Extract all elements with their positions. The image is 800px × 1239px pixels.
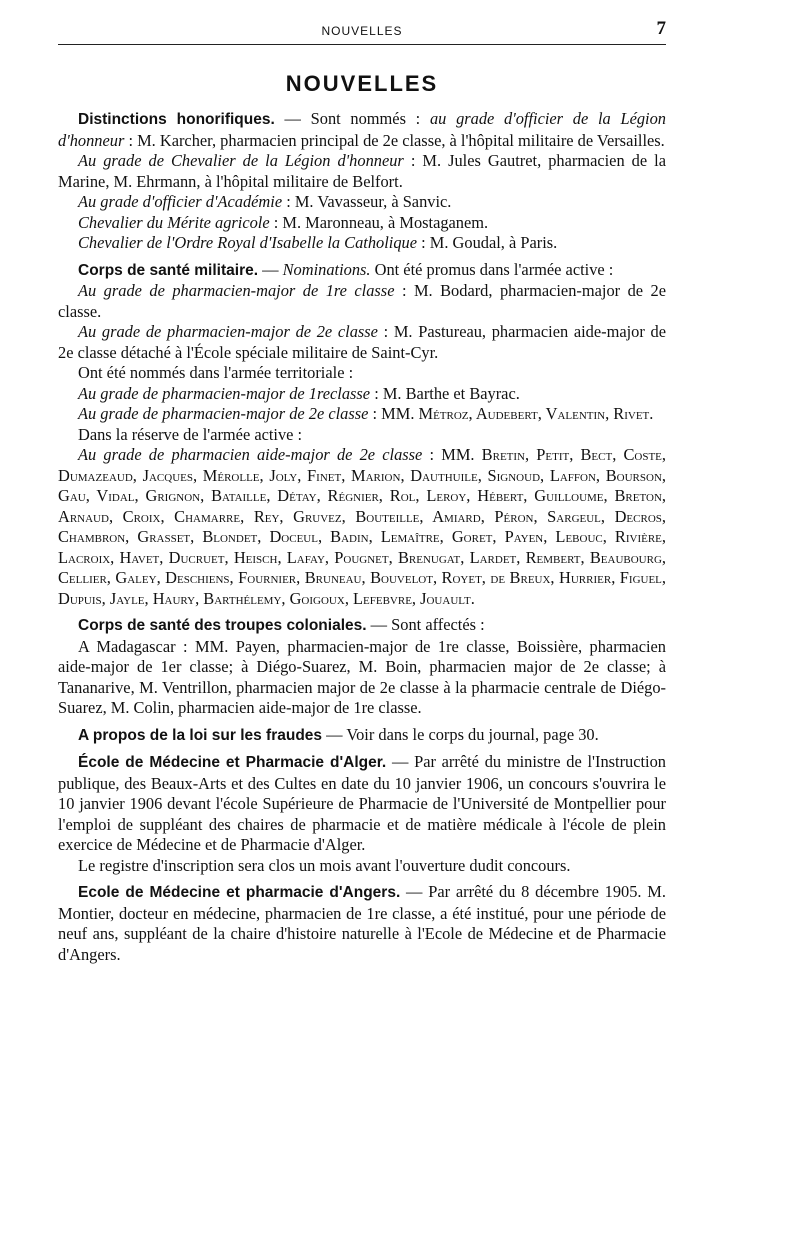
paragraph-text: Ont été nommés dans l'armée territoriale :: [78, 363, 354, 382]
paragraph-territoriale-1re: [58, 384, 666, 405]
paragraph-separator: —: [322, 724, 347, 744]
paragraph-text: : M. Pastureau, pharmacien aide-major de 2e classe détaché à l'École spéciale militaire de Saint-Cyr.: [58, 322, 666, 362]
running-header: [58, 14, 666, 44]
paragraph-distinctions: [58, 109, 666, 151]
paragraph-italic: Au grade d'officier d'Académie: [78, 192, 283, 211]
paragraph-heading: École de Médecine et Pharmacie d'Alger.: [78, 754, 387, 771]
paragraph-merite-agricole: [58, 213, 666, 234]
paragraph-text: Par arrêté du ministre de l'Instruction publique, des Beaux-Arts et des Cultes en date du 10 janvier 1906, un concours s'ouvrira le 10 janvier 1906 devant l'école Supérieure de Pharmacie de l'Université de Montpellier pour l'emploi de suppléant des chaires de pharmacie et de matière médicale à l'école de plein exercice de Médecine et de Pharmacie d'Alger.: [58, 752, 666, 854]
paragraph-text: Sont affectés :: [391, 615, 485, 634]
paragraph-heading: Distinctions honorifiques.: [78, 111, 275, 128]
paragraph-italic: Au grade de pharmacien aide-major de 2e classe: [78, 445, 423, 464]
paragraph-italic: Chevalier du Mérite agricole: [78, 212, 270, 232]
paragraph-officier-academie: [58, 192, 666, 213]
paragraph-text: : M. Maronneau, à Mostaganem.: [269, 212, 489, 232]
paragraph-heading: Corps de santé militaire.: [78, 261, 259, 279]
paragraph-text: Voir dans le corps du journal, page 30.: [346, 724, 599, 744]
paragraph-text: : M. Vavasseur, à Sanvic.: [282, 192, 452, 211]
paragraph-text: Le registre d'inscription sera clos un mois avant l'ouverture dudit concours.: [78, 855, 571, 875]
paragraph-text: : MM. Métroz, Audebert, Valentin, Rivet.: [368, 404, 654, 423]
paragraph-text: : M. Karcher, pharmacien principal de 2e classe, à l'hôpital militaire de Versailles.: [124, 130, 665, 150]
paragraph-italic: Au grade de Chevalier de la Légion d'honneur: [78, 151, 404, 170]
paragraph-text: A Madagascar : MM. Payen, pharmacien-major de 1re classe, Boissière, pharmacien aide-major de 1er classe; à Diégo-Suarez, M. Boin, pharmacien major de 2e classe; à Tananarive, M. Ventrillon, pharmacien major de 2e classe à la pharmacie centrale de Diégo-Suarez, M. Colin, pharmacien aide-major de 1re classe.: [58, 636, 666, 717]
paragraph-text: : M. Barthe et Bayrac.: [370, 383, 520, 403]
paragraph-italic: Chevalier de l'Ordre Royal d'Isabelle la Catholique: [78, 233, 418, 252]
paragraph-pharmacien-major-2e: [58, 322, 666, 363]
paragraph-italic: Au grade de pharmacien-major de 1reclasse: [78, 383, 371, 403]
paragraph-chevalier-legion: [58, 151, 666, 192]
paragraph-text: : M. Goudal, à Paris.: [417, 233, 558, 252]
paragraph-italic: Au grade de pharmacien-major de 2e classe: [78, 404, 369, 423]
document-page: [58, 14, 666, 965]
paragraph-italic: Nominations.: [282, 259, 371, 279]
paragraph-armee-territoriale: [58, 363, 666, 384]
header-rule: [58, 44, 666, 45]
paragraph-italic: au grade d'officier de la Légion d'honneur: [58, 109, 666, 150]
paragraph-heading: Ecole de Médecine et pharmacie d'Angers.: [78, 884, 401, 901]
paragraph-text: : MM. Bretin, Petit, Bect, Coste, Dumazeaud, Jacques, Mérolle, Joly, Finet, Marion, Dauthuile, Signoud, Laffon, Bourson, Gau, Vidal, Grignon, Bataille, Détay, Régnier, Rol, Leroy, Hébert, Guilloume, Breton, Arnaud, Croix, Chamarre, Rey, Gruvez, Bouteille, Amiard, Péron, Sargeul, Decros, Chambron, Grasset, Blondet, Doceul, Badin, Lemaître, Goret, Payen, Lebouc, Rivière, Lacroix, Havet, Ducruet, Heisch, Lafay, Pougnet, Brenugat, Lardet, Rembert, Beaubourg, Cellier, Galey, Deschiens, Fournier, Bruneau, Bouvelot, Royet, de Breux, Hurrier, Figuel, Dupuis, Jayle, Haury, Barthélemy, Goigoux, Lefebvre, Jouault.: [58, 445, 667, 608]
paragraph-registre: [58, 856, 666, 877]
section-title: NOUVELLES: [285, 71, 439, 96]
paragraph-text: Par arrêté du 8 décembre 1905. M. Montier, docteur en médecine, pharmacien de 1re classe, a été institué, pour une période de neuf ans, suppléant de la chaire d'histoire naturelle à l'Ecole de Médecine et de Pharmacie d'Angers.: [58, 882, 666, 964]
paragraph-reserve-armee: [58, 425, 666, 446]
paragraph-text: : M. Bodard, pharmacien-major de 2e classe.: [58, 281, 666, 321]
paragraph-heading: A propos de la loi sur les fraudes: [78, 726, 323, 744]
paragraph-italic: Au grade de pharmacien-major de 1re classe: [78, 281, 395, 300]
paragraph-ecole-alger: [58, 752, 666, 856]
paragraph-territoriale-2e: [58, 404, 666, 425]
paragraph-heading: Corps de santé des troupes coloniales.: [78, 617, 367, 634]
paragraph-troupes-coloniales: [58, 615, 666, 637]
paragraph-separator: —: [400, 882, 429, 901]
running-title: NOUVELLES: [321, 24, 403, 38]
paragraph-corps-sante-militaire: [58, 260, 666, 282]
paragraph-separator: —: [258, 259, 283, 279]
paragraph-text: Ont été promus dans l'armée active :: [370, 259, 614, 279]
paragraph-text: Dans la réserve de l'armée active :: [78, 424, 303, 444]
paragraph-aide-major-list: [58, 445, 666, 609]
paragraph-italic: Au grade de pharmacien-major de 2e classe: [78, 322, 378, 341]
paragraph-ecole-angers: [58, 882, 666, 965]
paragraph-separator: —: [386, 752, 415, 771]
paragraph-ordre-isabelle: [58, 233, 666, 254]
paragraph-madagascar: [58, 637, 666, 719]
paragraph-text: : M. Jules Gautret, pharmacien de la Marine, M. Ehrmann, à l'hôpital militaire de Belfort.: [58, 151, 666, 191]
paragraph-pharmacien-major-1re: [58, 281, 666, 322]
paragraph-separator: — Sont nommés :: [274, 109, 430, 128]
page-number: 7: [656, 18, 666, 39]
paragraph-separator: —: [366, 615, 392, 634]
paragraph-loi-fraudes: [58, 725, 666, 747]
